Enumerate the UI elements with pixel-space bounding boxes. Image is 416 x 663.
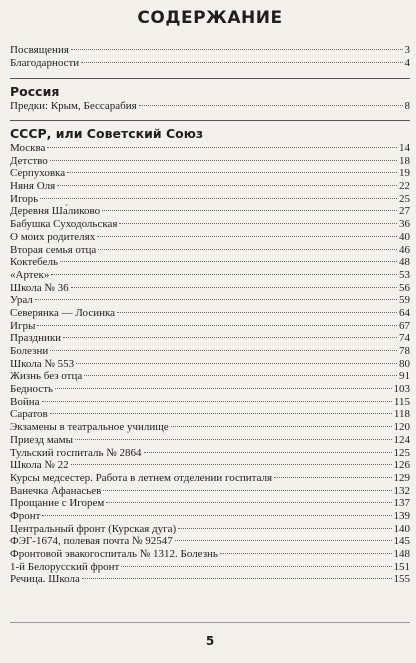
toc-entry[interactable] [10, 561, 410, 574]
entry-page-number: 22 [399, 180, 410, 193]
entry-title: Коктебель [10, 256, 59, 269]
entry-page-number: 120 [393, 421, 410, 434]
toc-entry[interactable] [10, 370, 410, 383]
entry-page-number: 137 [393, 497, 410, 510]
dot-leader [84, 375, 397, 376]
entry-title: ФЭГ-1674, полевая почта № 92547 [10, 535, 173, 548]
entry-page-number: 145 [393, 535, 410, 548]
toc-entry[interactable] [10, 447, 410, 460]
entry-title: Экзамены в театральное училище [10, 421, 169, 434]
entry-page-number: 25 [399, 192, 410, 205]
entry-title: Благодарности [10, 56, 80, 69]
toc-entry[interactable] [10, 345, 410, 358]
entry-title: «Артек» [10, 268, 50, 281]
dot-leader [97, 236, 397, 237]
entry-page-number: 78 [399, 345, 410, 357]
entry-title: Школа № 36 [10, 281, 69, 294]
entry-title: Война [10, 395, 40, 408]
dot-leader [220, 553, 392, 554]
toc-entry[interactable] [10, 307, 410, 320]
entry-page-number: 19 [399, 167, 410, 180]
dot-leader [139, 105, 403, 106]
toc-entry[interactable] [10, 434, 410, 447]
entry-page-number: 46 [399, 243, 410, 256]
entry-page-number: 80 [399, 357, 410, 370]
toc-entry[interactable] [10, 510, 410, 523]
entry-page-number: 59 [399, 294, 410, 307]
entry-page-number: 129 [393, 471, 410, 484]
entry-page-number: 125 [393, 446, 410, 459]
entry-page-number: 132 [393, 484, 410, 497]
dot-leader [102, 210, 397, 211]
ussr-entry-list [10, 142, 410, 586]
entry-page-number: 124 [393, 433, 410, 446]
toc-entry[interactable] [10, 167, 410, 180]
toc-entry[interactable] [10, 472, 410, 485]
dot-leader [121, 566, 391, 567]
section-divider [10, 78, 410, 79]
entry-title: Бедность [10, 383, 54, 396]
entry-page-number: 67 [399, 319, 410, 332]
toc-page [10, 0, 410, 663]
entry-page-number: 3 [404, 44, 410, 56]
entry-title: Бабушка Суходольская [10, 218, 118, 231]
toc-entry[interactable] [10, 142, 410, 155]
dot-leader [50, 160, 397, 161]
entry-title: Предки: Крым, Бессарабия [10, 100, 137, 112]
dot-leader [42, 401, 392, 402]
entry-page-number: 48 [399, 256, 410, 269]
section-divider [10, 120, 410, 121]
page-title: СОДЕРЖАНИЕ [137, 8, 283, 28]
entry-page-number: 74 [399, 332, 410, 345]
toc-entry[interactable] [10, 44, 410, 57]
dot-leader [55, 388, 391, 389]
dot-leader [60, 261, 397, 262]
dot-leader [50, 350, 397, 351]
entry-page-number: 139 [393, 509, 410, 522]
dot-leader [175, 540, 392, 541]
toc-entry[interactable] [10, 205, 410, 218]
entry-title: Деревня Ша́ликово [10, 205, 101, 218]
entry-title: Няня Оля [10, 180, 56, 193]
toc-entry[interactable] [10, 57, 410, 70]
toc-entry[interactable] [10, 193, 410, 206]
dot-leader [98, 249, 397, 250]
entry-page-number: 151 [393, 560, 410, 573]
dot-leader [119, 223, 397, 224]
dot-leader [47, 147, 397, 148]
dot-leader [42, 515, 391, 516]
toc-entry[interactable] [10, 294, 410, 307]
entry-title: Школа № 22 [10, 459, 69, 472]
entry-page-number: 4 [404, 56, 410, 69]
entry-page-number: 126 [393, 459, 410, 472]
entry-page-number: 148 [393, 548, 410, 560]
entry-title: Курсы медсестер. Работа в летнем отделении госпиталя [10, 471, 273, 484]
dot-leader [76, 363, 397, 364]
toc-entry[interactable] [10, 497, 410, 510]
dot-leader [37, 325, 397, 326]
toc-entry[interactable] [10, 231, 410, 244]
dot-leader [103, 490, 391, 491]
entry-title: Москва [10, 142, 46, 154]
toc-entry[interactable] [10, 523, 410, 536]
entry-title: Северянка — Лосинка [10, 306, 116, 319]
entry-title: Серпуховка [10, 167, 66, 180]
entry-page-number: 36 [399, 218, 410, 231]
entry-title: О моих родителях [10, 230, 96, 243]
entry-title: Жизнь без отца [10, 370, 83, 383]
entry-page-number: 18 [399, 154, 410, 167]
toc-entry[interactable] [10, 269, 410, 282]
entry-title: Фронт [10, 509, 41, 522]
toc-entry[interactable] [10, 383, 410, 396]
dot-leader [63, 337, 397, 338]
dot-leader [35, 299, 397, 300]
page-number: 5 [205, 634, 215, 648]
section-heading-russia: Россия [10, 84, 60, 99]
entry-title: Ванечка Афанасьев [10, 484, 102, 497]
entry-title: Урал [10, 294, 33, 307]
toc-entry[interactable] [10, 155, 410, 168]
entry-title: Посвящения [10, 44, 69, 56]
dot-leader [71, 49, 403, 50]
entry-page-number: 27 [399, 205, 410, 218]
entry-page-number: 8 [404, 100, 410, 112]
entry-page-number: 115 [393, 395, 410, 408]
entry-title: Фронтовой эвакогоспиталь № 1312. Болезнь [10, 548, 218, 560]
toc-entry[interactable] [10, 256, 410, 269]
toc-entry[interactable] [10, 535, 410, 548]
entry-title: Игры [10, 319, 36, 332]
dot-leader [71, 287, 397, 288]
footer-divider [10, 622, 410, 623]
entry-page-number: 140 [393, 522, 410, 535]
entry-title: Прощание с Игорем [10, 497, 105, 510]
dot-leader [82, 578, 392, 579]
entry-title: Болезни [10, 345, 49, 357]
entry-title: Школа № 553 [10, 357, 75, 370]
entry-page-number: 64 [399, 306, 410, 319]
dot-leader [178, 528, 391, 529]
front-matter-list [10, 44, 410, 69]
entry-page-number: 91 [399, 370, 410, 383]
toc-entry[interactable] [10, 100, 410, 113]
dot-leader [67, 172, 397, 173]
entry-title: Игорь [10, 192, 39, 205]
toc-entry[interactable] [10, 218, 410, 231]
entry-title: Центральный фронт (Курская дуга) [10, 522, 177, 535]
dot-leader [51, 274, 397, 275]
entry-title: Саратов [10, 408, 48, 421]
dot-leader [50, 413, 392, 414]
entry-page-number: 155 [393, 573, 410, 586]
dot-leader [57, 185, 397, 186]
entry-page-number: 14 [399, 142, 410, 154]
entry-page-number: 56 [399, 281, 410, 294]
entry-page-number: 53 [399, 268, 410, 281]
russia-entry-list [10, 100, 410, 113]
entry-title: Речица. Школа [10, 573, 80, 586]
entry-page-number: 118 [393, 408, 410, 421]
toc-entry[interactable] [10, 421, 410, 434]
section-heading-ussr: СССР, или Советский Союз [10, 126, 204, 141]
toc-entry[interactable] [10, 244, 410, 257]
toc-entry[interactable] [10, 408, 410, 421]
dot-leader [106, 502, 391, 503]
entry-title: Праздники [10, 332, 62, 345]
toc-entry[interactable] [10, 573, 410, 586]
dot-leader [81, 62, 402, 63]
toc-entry[interactable] [10, 459, 410, 472]
toc-entry[interactable] [10, 358, 410, 371]
entry-title: Тульский госпиталь № 2864 [10, 446, 142, 459]
dot-leader [274, 477, 391, 478]
dot-leader [75, 439, 392, 440]
toc-entry[interactable] [10, 396, 410, 409]
dot-leader [71, 464, 392, 465]
toc-entry[interactable] [10, 282, 410, 295]
dot-leader [117, 312, 397, 313]
toc-entry[interactable] [10, 320, 410, 333]
entry-title: Приезд мамы [10, 433, 73, 446]
dot-leader [144, 452, 392, 453]
entry-page-number: 40 [399, 230, 410, 243]
entry-title: Детство [10, 154, 48, 167]
entry-title: 1-й Белорусский фронт [10, 560, 120, 573]
toc-entry[interactable] [10, 332, 410, 345]
toc-entry[interactable] [10, 485, 410, 498]
toc-entry[interactable] [10, 548, 410, 561]
entry-page-number: 103 [393, 383, 410, 396]
dot-leader [171, 426, 392, 427]
toc-entry[interactable] [10, 180, 410, 193]
entry-title: Вторая семья отца [10, 243, 97, 256]
dot-leader [40, 198, 397, 199]
